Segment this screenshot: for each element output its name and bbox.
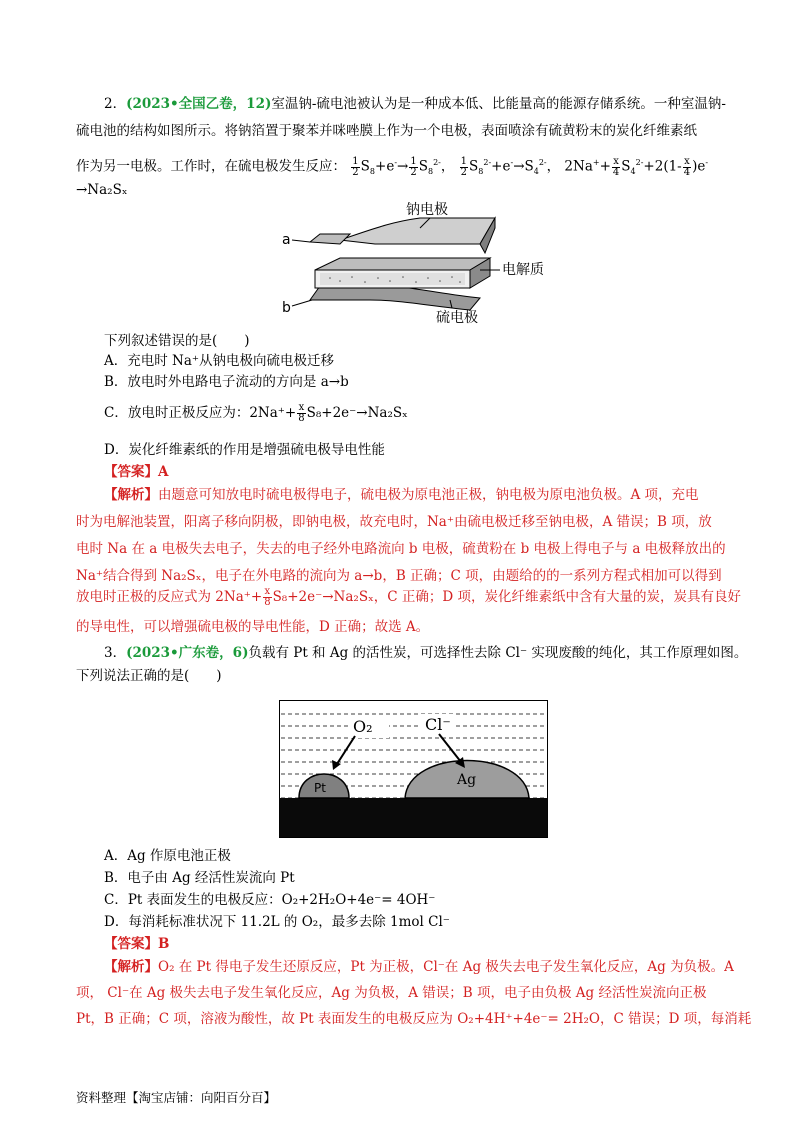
label-sodium-electrode: 钠电极 [406,202,448,218]
q2-number: 2． [104,96,127,112]
q2-stem: 下列叙述错误的是( ) [104,333,250,349]
q3-analysis-text1: O₂ 在 Pt 得电子发生还原反应，Pt 为正极，Cl⁻在 Ag 极失去电子发生氧化反应，Ag 为负极。A [158,959,734,975]
q2-line2: 硫电池的结构如图所示。将钠箔置于聚苯并咪唑膜上作为一个电极，表面喷涂有硫黄粉末的炭化纤维素纸 [76,123,697,139]
q2-analysis-line1 [104,485,699,505]
q3-number: 3． [104,645,127,661]
q2-analysis-line2: 时为电解池装置，阳离子移向阴极，即钠电极，故充电时，Na⁺由硫电极迁移至钠电极，A 错误；B 项，放 [76,514,712,530]
fraction: $\frac{x}{8}$ [264,586,271,608]
q2-analysis-line5 [76,582,741,612]
q3-option-b: B．电子由 Ag 经活性炭流向 Pt [104,870,295,886]
fraction: $\frac{1}{2}$ [352,155,359,178]
q3-option-d: D．每消耗标准状况下 11.2L 的 O₂，最多去除 1mol Cl⁻ [104,914,450,930]
q2-option-c [104,400,408,426]
q2-analysis-line6: 的导电性，可以增强硫电极的导电性能，D 正确；故选 A。 [76,619,430,635]
label-b: b [282,300,291,316]
q3-answer: 【答案】B [104,936,170,952]
q2-source: (2023•全国乙卷，12) [126,96,272,112]
sodium-sulfur-cell-diagram [280,198,550,326]
q2-answer: 【答案】A [104,464,169,480]
q3-analysis-line1 [104,957,734,977]
label-ag: Ag [457,772,477,788]
label-sulfur-electrode: 硫电极 [436,310,478,326]
label-a: a [282,232,291,248]
q2-line3: 作为另一电极。工作时，在硫电极发生反应： $\frac{1}{2}$ $S_8+e^-\to$ $\frac{1}{2}$ $S_8^{2-}$， $\frac{1}{2}$ $S_8^{2-}+e^-\to S_4^{2-}$， 2Na++ $\frac{x}{4}$ $S_4^{2-}+2(1-$ $\frac{x}{4}$ )e- [76,155,709,178]
footer: 资料整理【淘宝店铺：向阳百分百】 [76,1090,277,1105]
q3-line1 [104,643,747,663]
label-o2: O₂ [353,717,373,736]
pt-ag-carbon-diagram [279,700,548,838]
fraction: $\frac{x}{4}$ [683,155,691,178]
fraction: $\frac{1}{2}$ [410,155,417,178]
q2-analysis-label: 【解析】 [104,487,158,503]
fraction: $\frac{1}{2}$ [460,155,468,178]
q3-option-c: C．Pt 表面发生的电极反应：O₂+2H₂O+4e⁻= 4OH⁻ [104,892,436,908]
q2-analysis-text1: 由题意可知放电时硫电极得电子，硫电极为原电池正极，钠电极为原电池负极。A 项，充电 [158,487,699,503]
q2-analysis-line3: 电时 Na 在 a 电极失去电子，失去的电子经外电路流向 b 电极，硫黄粉在 b 电极上得电子与 a 电极释放出的 [76,541,726,557]
q3-analysis-label: 【解析】 [104,959,158,975]
q3-source: (2023•广东卷，6) [126,645,249,661]
q2-option-a: A．充电时 Na⁺从钠电极向硫电极迁移 [104,353,335,369]
q2-option-c-text1: C．放电时正极反应为：2Na⁺+ [104,405,297,421]
q3-option-a: A．Ag 作原电池正极 [104,848,231,864]
q3-line2: 下列说法正确的是( ) [76,668,222,684]
q3-analysis-line3: Pt，B 正确；C 项，溶液为酸性，故 Pt 表面发生的电极反应为 O₂+4H⁺+4e⁻= 2H₂O，C 错误；D 项，每消耗 [76,1011,752,1027]
q2-line4: →Na₂Sₓ [76,182,128,198]
fraction: $\frac{x}{8}$ [298,402,305,424]
q2-text1: 室温钠-硫电池被认为是一种成本低、比能量高的能源存储系统。一种室温钠- [271,96,726,112]
q2-analysis-line4: Na⁺结合得到 Na₂Sₓ，电子在外电路的流向为 a→b，B 正确；C 项，由题给的的一系列方程式相加可以得到 [76,568,722,584]
q2-text3: 作为另一电极。工作时，在硫电极发生反应： [76,158,346,175]
label-pt: Pt [314,781,326,795]
label-cl: Cl⁻ [425,715,451,734]
fraction: $\frac{x}{4}$ [612,155,620,178]
q2-option-d: D．炭化纤维素纸的作用是增强硫电极导电性能 [104,442,385,458]
q3-analysis-line2: 项， Cl⁻在 Ag 极失去电子发生氧化反应，Ag 为负极，A 错误；B 项，电子由负极 Ag 经活性炭流向正极 [76,985,707,1001]
q2-option-c-text2: S₈+2e⁻→Na₂Sₓ [306,405,408,421]
q3-text1: 负载有 Pt 和 Ag 的活性炭，可选择性去除 Cl⁻ 实现废酸的纯化，其工作原理如图。 [248,645,748,661]
q2-option-b: B．放电时外电路电子流动的方向是 a→b [104,374,349,390]
q2-analysis-text5b: S₈+2e⁻→Na₂Sₓ，C 正确；D 项，炭化纤维素纸中含有大量的炭，炭具有良好 [272,589,742,605]
q2-line1 [104,94,726,114]
q2-analysis-text5a: 放电时正极的反应式为 2Na⁺+ [76,589,263,605]
label-electrolyte: 电解质 [502,262,544,278]
